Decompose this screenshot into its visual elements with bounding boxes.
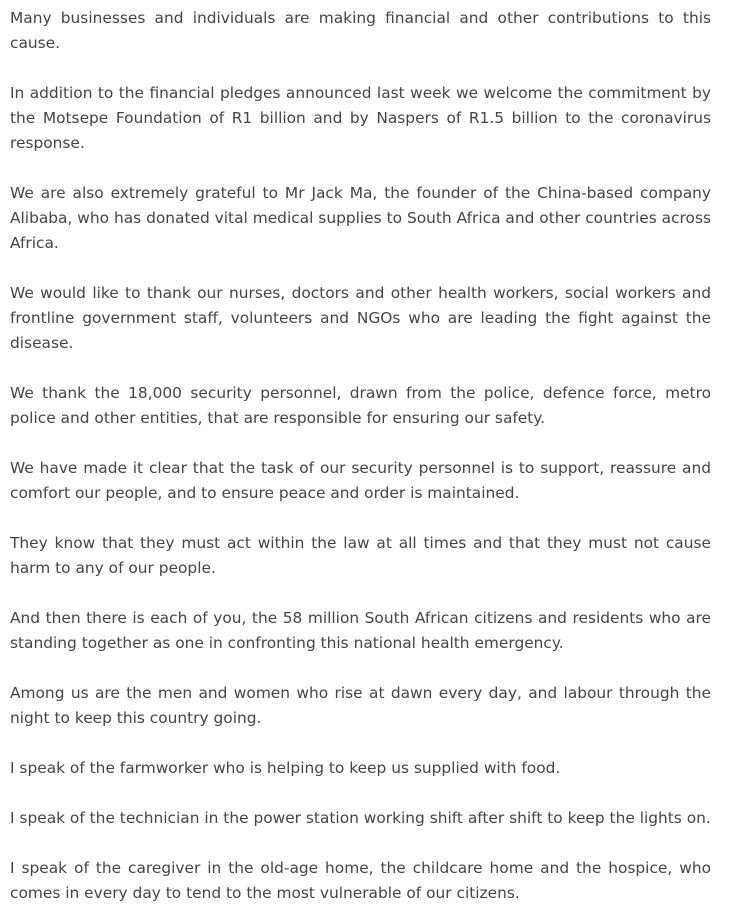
paragraph-technician: I speak of the technician in the power station working shift after shift to keep the lights on.	[10, 809, 711, 827]
paragraph-security-task: We have made it clear that the task of our security personnel is to support, reassure and comfort our people, and to ensure peace and order is maintained.	[10, 459, 711, 502]
paragraph-citizens: And then there is each of you, the 58 million South African citizens and residents who are standing together as one in confronting this national health emergency.	[10, 609, 711, 652]
paragraph-farmworker: I speak of the farmworker who is helping to keep us supplied with food.	[10, 759, 561, 777]
paragraph-pledges: In addition to the financial pledges announced last week we welcome the commitment by the Motsepe Foundation of R1 billion and by Naspers of R1.5 billion to the coronavirus response.	[10, 84, 711, 152]
paragraph-within-law: They know that they must act within the law at all times and that they must not cause harm to any of our people.	[10, 534, 711, 577]
paragraph-caregiver: I speak of the caregiver in the old-age home, the childcare home and the hospice, who comes in every day to tend to the most vulnerable of our citizens.	[10, 859, 711, 902]
paragraph-health-workers: We would like to thank our nurses, doctors and other health workers, social workers and frontline government staff, volunteers and NGOs who are leading the fight against the disease.	[10, 284, 711, 352]
paragraph-jack-ma: We are also extremely grateful to Mr Jack Ma, the founder of the China-based company Alibaba, who has donated vital medical supplies to South Africa and other countries across Africa.	[10, 184, 711, 252]
paragraph-security-personnel: We thank the 18,000 security personnel, drawn from the police, defence force, metro police and other entities, that are responsible for ensuring our safety.	[10, 384, 711, 427]
paragraph-contributions: Many businesses and individuals are making financial and other contributions to this cause.	[10, 9, 711, 52]
paragraph-workers: Among us are the men and women who rise at dawn every day, and labour through the night to keep this country going.	[10, 684, 711, 727]
